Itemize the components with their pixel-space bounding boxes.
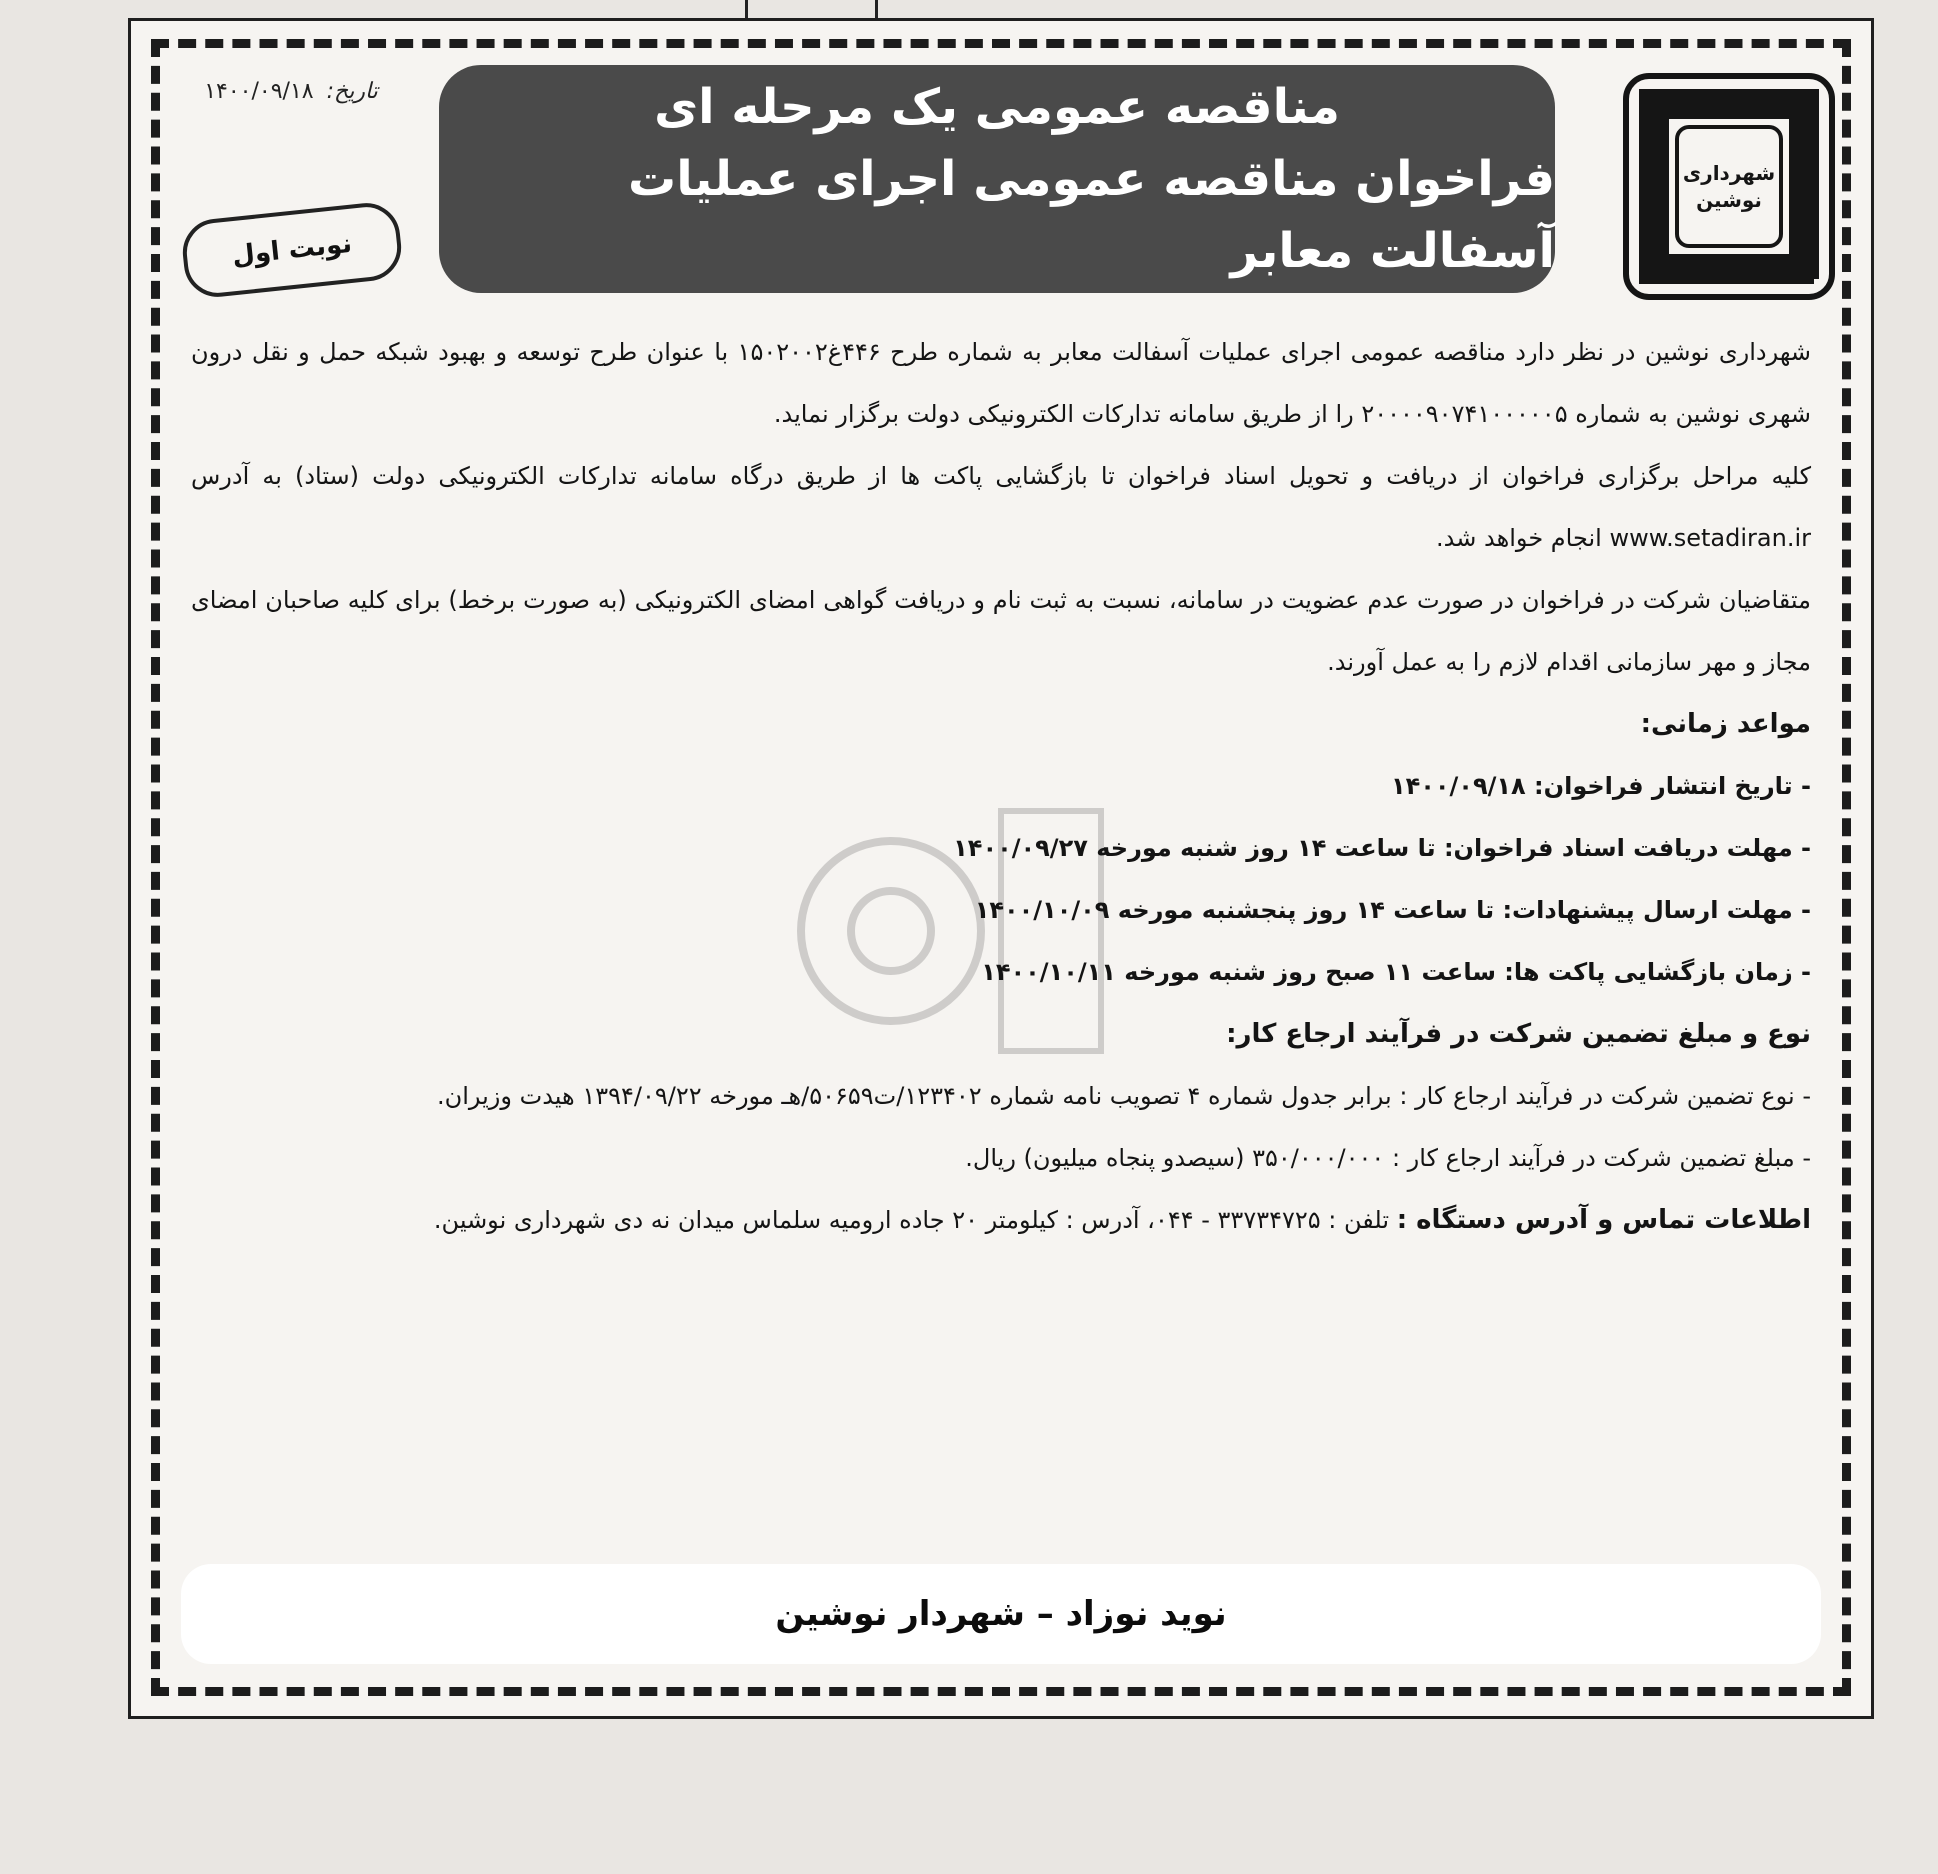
notice-title: مناقصه عمومی یک مرحله ای bbox=[654, 79, 1340, 135]
column-divider bbox=[745, 0, 748, 20]
contact-text: تلفن : ۳۳۷۳۴۷۲۵ - ۰۴۴، آدرس : کیلومتر ۲۰ جاده ارومیه سلماس میدان نه دی شهرداری نوشین. bbox=[433, 1206, 1390, 1234]
guarantee-heading: نوع و مبلغ تضمین شرکت در فرآیند ارجاع کار: bbox=[1226, 1019, 1811, 1049]
logo-line1: شهرداری bbox=[1682, 160, 1776, 185]
deadline-item: - مهلت دریافت اسناد فراخوان: تا ساعت ۱۴ روز شنبه مورخه ۱۴۰۰/۰۹/۲۷ bbox=[953, 834, 1811, 862]
guarantee-amount: - مبلغ تضمین شرکت در فرآیند ارجاع کار : ۳۵۰/۰۰۰/۰۰۰ (سیصدو پنجاه میلیون) ریال. bbox=[965, 1144, 1811, 1172]
logo-center bbox=[1675, 125, 1783, 248]
contact-info bbox=[191, 1189, 1811, 1251]
deadlines-heading: مواعد زمانی: bbox=[1640, 709, 1811, 739]
signature: نوید نوزاد – شهردار نوشین bbox=[181, 1564, 1821, 1664]
column-divider bbox=[875, 0, 878, 20]
deadline-item: - زمان بازگشایی پاکت ها: ساعت ۱۱ صبح روز شنبه مورخه ۱۴۰۰/۱۰/۱۱ bbox=[981, 958, 1811, 986]
paragraph-registration: متقاضیان شرکت در فراخوان در صورت عدم عضویت در سامانه، نسبت به ثبت نام و دریافت گواهی امضای الکترونیکی (به صورت برخط) برای کلیه صاحبان امضای مجاز و مهر سازمانی اقدام لازم را به عمل آورند. bbox=[191, 586, 1811, 676]
logo-pattern bbox=[1639, 89, 1814, 119]
logo-line2: نوشین bbox=[1696, 187, 1762, 212]
title-banner bbox=[439, 65, 1555, 293]
logo-pattern bbox=[1639, 254, 1814, 284]
deadline-item: - تاریخ انتشار فراخوان: ۱۴۰۰/۰۹/۱۸ bbox=[1390, 772, 1811, 800]
deadline-item: - مهلت ارسال پیشنهادات: تا ساعت ۱۴ روز پنجشنبه مورخه ۱۴۰۰/۱۰/۰۹ bbox=[974, 896, 1811, 924]
municipality-logo bbox=[1623, 73, 1835, 300]
paragraph-process: کلیه مراحل برگزاری فراخوان از دریافت و تحویل اسناد فراخوان تا بازگشایی پاکت ها از طریق درگاه سامانه تدارکات الکترونیکی دولت (ستاد) به آدرس www.setadiran.ir انجام خواهد شد. bbox=[191, 462, 1811, 552]
paragraph-intro: شهرداری نوشین در نظر دارد مناقصه عمومی اجرای عملیات آسفالت معابر به شماره طرح ۴۴۶غ۱۵۰۲۰۰۲ با عنوان طرح توسعه و بهبود شبکه حمل و نقل درون شهری نوشین به شماره ۲۰۰۰۰۹۰۷۴۱۰۰۰۰۰۵ را از طریق سامانه تدارکات الکترونیکی دولت برگزار نماید. bbox=[191, 338, 1812, 428]
contact-label: اطلاعات تماس و آدرس دستگاه : bbox=[1396, 1205, 1811, 1235]
date-value: ۱۴۰۰/۰۹/۱۸ bbox=[204, 79, 314, 104]
notice-subtitle: فراخوان مناقصه عمومی اجرای عملیات آسفالت معابر bbox=[628, 151, 1555, 279]
guarantee-type: - نوع تضمین شرکت در فرآیند ارجاع کار : برابر جدول شماره ۴ تصویب نامه شماره ۱۲۳۴۰۲/ت۵۰۶۵۹/هـ مورخه ۱۳۹۴/۰۹/۲۲ هیدت وزیران. bbox=[436, 1082, 1811, 1110]
date-label: تاریخ: bbox=[326, 79, 378, 104]
tender-notice bbox=[128, 18, 1874, 1719]
notice-body bbox=[191, 321, 1811, 1251]
round-badge: نوبت اول bbox=[180, 200, 405, 300]
publication-date bbox=[171, 79, 411, 104]
